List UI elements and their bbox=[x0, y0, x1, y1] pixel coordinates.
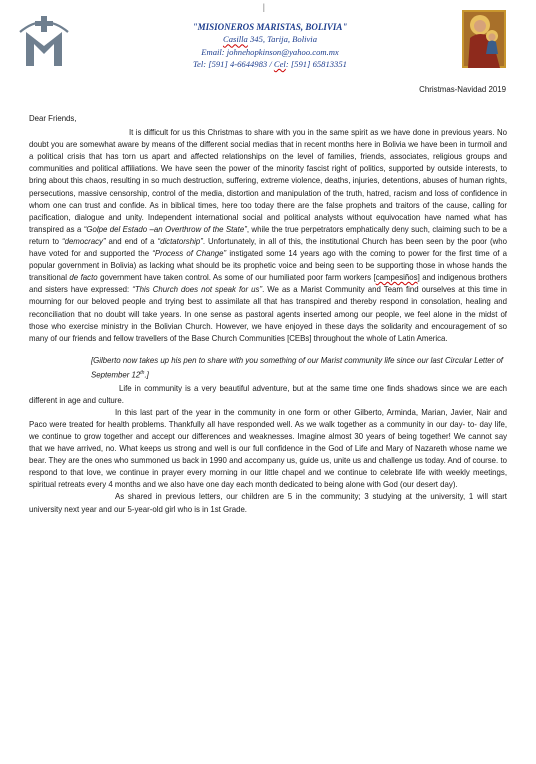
address-rest: 345, Tarija, Bolivia bbox=[247, 34, 317, 45]
letter-date: Christmas-Navidad 2019 bbox=[419, 85, 506, 94]
phone-a: Tel: [591] 4-6644983 / bbox=[193, 59, 274, 70]
paragraph-community-life: Life in community is a very beautiful adventure, but at the same time one finds shadows since we are each different in age and culture. bbox=[29, 383, 507, 405]
letterhead bbox=[150, 21, 390, 71]
page-mark: | bbox=[263, 2, 265, 12]
phone-b: : [591] 65813351 bbox=[285, 59, 347, 70]
paragraph-children: As shared in previous letters, our children are 5 in the community; 3 studying at the university, 1 will start university next year and our 5-year-old girl who is in 1st Grade. bbox=[29, 492, 507, 514]
salutation: Dear Friends, bbox=[29, 114, 77, 123]
paragraph-health-and-prayer: In this last part of the year in the community in one form or other Gilberto, Arminda, Marian, Javier, Nair and Paco were treated for health problems. Thankfully all have responded well. As we walk together as a community in our day- to- day life, we continue to grow together and accept our differences and weaknesses. Imagine almost 30 years of being together! We cannot say that we have arrived, no. What keeps us strong and well is our full confidence in the God of Life and Mary of Nazareth whose name we bear. They are the ones who summoned us back in 1990 and accompany us, guide us, unite us and challenge us today. And of course. to respond to that love, we continue in prayer every morning in our little chapel and we continue to celebrate life with weekly meetings, spiritual retreats every 4 months and we also have one day each month dedicated to being alone with God (our desert day). bbox=[29, 407, 507, 490]
postal-address bbox=[150, 33, 390, 45]
phone-cel: Cel bbox=[273, 59, 286, 70]
letter-body bbox=[29, 113, 507, 516]
madonna-icon bbox=[462, 10, 506, 68]
casilla-word: Casilla bbox=[222, 34, 248, 45]
editorial-aside: [Gilberto now takes up his pen to share with you something of our Marist community life since our last Circular Letter of September 12th.] bbox=[91, 355, 503, 380]
paragraph-gap bbox=[29, 345, 507, 355]
phone-line bbox=[150, 58, 390, 70]
org-name: "MISIONEROS MARISTAS, BOLIVIA" bbox=[192, 22, 348, 32]
marist-logo-icon bbox=[14, 10, 74, 70]
email-line: Email: johnehopkinson@yahoo.com.mx bbox=[201, 46, 339, 57]
paragraph-political-crisis: It is difficult for us this Christmas to share with you in the same spirit as we have done in previous years. No doubt you are somewhat aware by means of the different social medias that in recent months here in Bolivia we have been in turmoil and a political crisis that has torn us apart and affected relationships on the level of families, friends, associates, religious groups and communities and political affiliations. We have seen the power of the minority fascist right of politics, supported by outside interests, to bring about this chaos, resulting in so much destruction, suffering, extreme violence, deaths, injuries, detentions, abuses of human rights, persecutions, massive censorship, control of the media, distortion and manipulation of the truth, hatred, racism and loss of confidence in whom one can trust and confide. As in biblical times, here too today there are the false prophets and traitors of the cause, calling for pacification, dialogue and unity. Independent international social and political analysts without equivocation have named what has transpired as a “Golpe del Estado –an Overthrow of the State”, while the true perpetrators emphatically deny such, claiming such to be a return to “democracy” and end of a “dictatorship”. Unfortunately, in all of this, the institutional Church has been seen by the poor (who have voted for and supported the “Process of Change” instigated some 14 years ago with the coming to power for the first time of a popular government in Bolivia) as lacking what should be its prophetic voice and being seen to be supporting those in whose hands the transitional de facto government have taken control. As some of our humiliated poor farm workers [campesiños] and indigenous brothers and sisters have expressed: “This Church does not speak for us”. We as a Marist Community and Team find ourselves at this time in mourning for our beloved people and trying best to assimilate all that has transpired and thereby respond in consolation, healing and reconciliation that no doubt will take years. In one sense as pastoral agents inserted among our people, we feel alone in the midst of those who exercise ministry in the Bolivian Church. However, we have enjoyed in these days the solidarity and encouragement of so many of our friends and fellow travellers of the Base Church Communities [CEBs] throughout the whole of Latin America. bbox=[29, 128, 508, 343]
